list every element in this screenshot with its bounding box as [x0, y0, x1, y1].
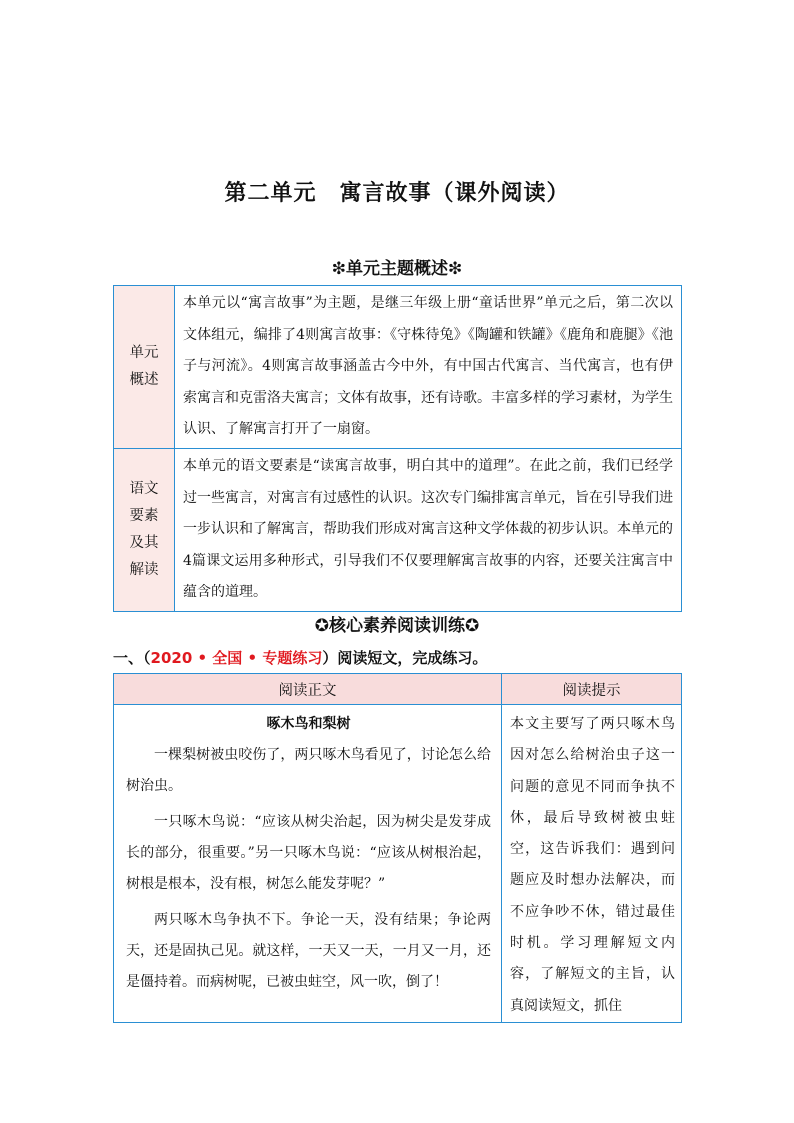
row-text: 本单元的语文要素是“读寓言故事，明白其中的道理”。在此之前，我们已经学过一些寓言，对寓言有过感性的认识。这次专门编排寓言单元，旨在引导我们进一步认识和了解寓言，帮助我们形成对寓言这种文学体裁的初步认识。本单元的4篇课文运用多种形式，引导我们不仅要理解寓言故事的内容，还要关注寓言中蕴含的道理。 — [175, 448, 682, 611]
story-title: 啄木鸟和梨树 — [266, 716, 351, 732]
label-line: 解读 — [129, 561, 159, 578]
reading-header-row — [114, 674, 682, 705]
row-text: 本单元以“寓言故事”为主题，是继三年级上册“童话世界”单元之后，第二次以文体组元，编排了4则寓言故事：《守株待兔》《陶罐和铁罐》《鹿角和鹿腿》《池子与河流》。4则寓言故事涵盖古今中外，有中国古代寓言、当代寓言，也有伊索寓言和克雷洛夫寓言；文体有故事，还有诗歌。丰富多样的学习素材，为学生认识、了解寓言打开了一扇窗。 — [175, 286, 682, 449]
row-label — [114, 286, 175, 449]
label-line: 及其 — [129, 534, 159, 551]
reading-hint-cell: 本文主要写了两只啄木鸟因对怎么给树治虫子这一问题的意见不同而争执不休，最后导致树被虫蛀空，这告诉我们：遇到问题应及时想办法解决，而不应争吵不休，错过最佳时机。学习理解短文内容，了解短文的主旨，认真阅读短文，抓住 — [502, 705, 682, 1023]
overview-table — [113, 285, 682, 612]
overview-row — [114, 448, 682, 611]
story-paragraph: 一只啄木鸟说：“应该从树尖治起，因为树尖是发芽成长的部分，很重要。”另一只啄木鸟说：“应该从树根治起，树根是根本，没有根，树怎么能发芽呢？” — [126, 814, 491, 892]
story-paragraph: 两只啄木鸟争执不下。争论一天，没有结果；争论两天，还是固执己见。就这样，一天又一天，一月又一月，还是僵持着。而病树呢，已被虫蛀空，风一吹，倒了！ — [126, 912, 491, 990]
col-header-main: 阅读正文 — [114, 674, 502, 705]
reading-body-row — [114, 705, 682, 1023]
label-line: 语文 — [129, 480, 159, 497]
reading-main-cell — [114, 705, 502, 1023]
row-label — [114, 448, 175, 611]
overview-row — [114, 286, 682, 449]
label-line: 概述 — [129, 371, 159, 388]
col-header-hint: 阅读提示 — [502, 674, 682, 705]
page-title: 第二单元 寓言故事（课外阅读） — [224, 181, 570, 206]
exercise-source: 2020 • 全国 • 专题练习 — [150, 649, 323, 667]
section-heading-overview: ❇单元主题概述❇ — [331, 259, 463, 279]
reading-table — [113, 673, 682, 1023]
section-heading-training: ✪核心素养阅读训练✪ — [314, 616, 480, 636]
exercise-prefix: 一、（ — [113, 649, 151, 667]
exercise-suffix: ）阅读短文，完成练习。 — [322, 649, 488, 667]
label-line: 要素 — [129, 507, 159, 524]
story-paragraph: 一棵梨树被虫咬伤了，两只啄木鸟看见了，讨论怎么给树治虫。 — [126, 747, 491, 794]
exercise-instruction — [113, 647, 487, 668]
label-line: 单元 — [129, 344, 159, 361]
